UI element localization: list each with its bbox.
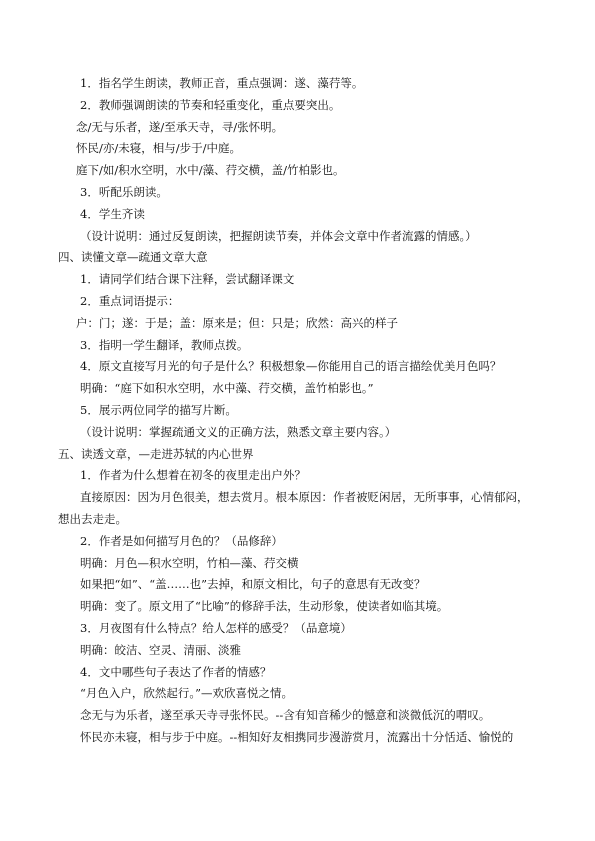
text-line: 1．请同学们结合课下注释，尝试翻译课文 [80,272,295,287]
text-line: “月色入户，欣然起行。”—欢欣喜悦之情。 [80,686,294,701]
text-line: 2．重点词语提示： [80,293,180,308]
text-line: 户：门；遂：于是；盖：原来是；但：只是；欣然：高兴的样子 [76,315,398,330]
text-line: （设计说明：通过反复朗读，把握朗读节奏，并体会文章中作者流露的情感。） [80,228,477,243]
text-line: 直接原因：因为月色很美，想去赏月。根本原因：作者被贬闲居，无所事事，心情郁闷，想出去走走。 [58,490,529,526]
text-line: 如果把“如”、“盖……也”去掉，和原文相比，句子的意思有无改变？ [80,577,426,592]
text-line: 4．文中哪些句子表达了作者的情感？ [80,664,272,679]
text-line: 2．教师强调朗读的节奏和轻重变化，重点要突出。 [80,97,341,112]
text-line: 五、读透文章，—走进苏轼的内心世界 [58,446,254,461]
text-line: （设计说明：掌握疏通文义的正确方法，熟悉文章主要内容。） [80,424,397,439]
text-line: 5．展示两位同学的描写片断。 [80,402,237,417]
text-line: 3．月夜图有什么特点？给人怎样的感受？（品意境） [80,620,352,635]
text-line: 明确：皎洁、空灵、清丽、淡雅 [80,642,241,657]
text-line: 念无与为乐者，遂至承天寺寻张怀民。--含有知音稀少的憾意和淡微低沉的喟叹。 [80,708,491,723]
document-body [58,73,538,749]
text-line: 4．原文直接写月光的句子是什么？积极想象—你能用自己的语言描绘优美月色吗？ [80,359,502,374]
text-line: 怀民亦未寝，相与步于中庭。--相知好友相携同步漫游赏月，流露出十分恬适、愉悦的 [80,729,514,744]
text-line: 明确：“庭下如积水空明，水中藻、荇交横，盖竹柏影也。” [80,381,374,396]
text-line: 念/无与乐者，遂/至承天寺，寻/张怀明。 [76,119,284,134]
text-line: 3．指明一学生翻译，教师点拨。 [80,337,249,352]
text-line: 1．作者为什么想着在初冬的夜里走出户外？ [80,468,306,483]
text-line: 1．指名学生朗读，教师正音，重点强调：遂、藻荇等。 [80,76,364,90]
text-line: 庭下/如/积水空明，水中/藻、荇交横，盖/竹柏影也。 [76,163,345,178]
text-line: 怀民/亦/未寝，相与/步于/中庭。 [76,141,241,156]
text-line: 明确：月色—积水空明，竹柏—藻、荇交横 [80,555,299,570]
text-line: 3．听配乐朗读。 [80,184,168,199]
text-line: 4．学生齐读 [80,206,145,221]
text-line: 四、读懂文章—疏通文章大意 [58,250,208,265]
text-line: 2．作者是如何描写月色的？（品修辞） [80,533,283,548]
text-line: 明确：变了。原文用了“比喻”的修辞手法，生动形象，使读者如临其境。 [80,599,449,614]
